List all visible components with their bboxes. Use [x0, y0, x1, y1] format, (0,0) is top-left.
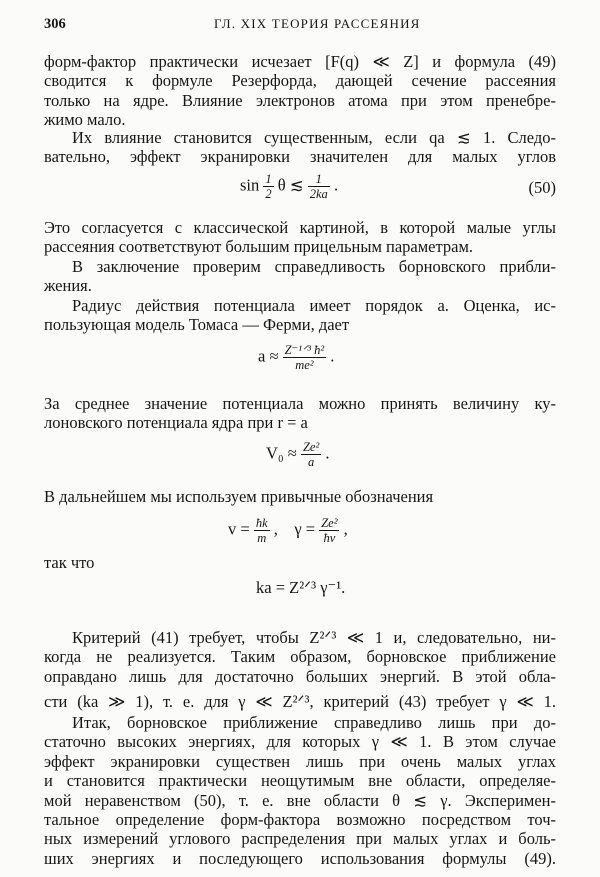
eq50-half-num: 1 [265, 172, 272, 186]
text-line: эффект экранировки существен лишь при очень малых углах [44, 751, 556, 771]
text-line: За среднее значение потенциала можно принять величину ку- [44, 394, 556, 413]
text-line: жения. [44, 276, 92, 296]
page-header [44, 16, 556, 36]
paragraph-9 [44, 713, 556, 868]
text-line: оправдано лишь для достаточно больших энергий. В этой обла- [44, 666, 556, 686]
eq-gamma-lhs: γ = [294, 519, 316, 539]
equation-50 [240, 172, 338, 201]
equation-a [258, 343, 334, 372]
eq-a-lhs: a ≈ [258, 346, 279, 366]
text-line: В заключение проверим справедливость борновского прибли- [72, 257, 556, 276]
eq-a-den: me² [295, 358, 314, 372]
paragraph-1 [44, 52, 556, 130]
eq-v-den: m [257, 531, 267, 545]
text-line: когда не реализуется. Таким образом, борновское приближение [44, 647, 556, 667]
paragraph-5 [44, 296, 556, 335]
eq50-half [263, 172, 273, 201]
eq-v0-dot: . [325, 443, 330, 463]
eq50-rhs [308, 172, 330, 201]
eq-v0-den: a [307, 455, 315, 469]
text-line: лоновского потенциала ядра при r = a [44, 413, 308, 433]
page-number: 306 [44, 16, 66, 32]
running-title: ГЛ. XIX ТЕОРИЯ РАССЕЯНИЯ [214, 16, 421, 31]
eq50-rhs-num: 1 [308, 172, 330, 187]
paragraph-3 [44, 218, 556, 257]
eq-end: , [343, 519, 348, 539]
eq50-sin: sin [240, 175, 260, 195]
paragraph-2 [44, 128, 556, 167]
paragraph-4 [44, 257, 556, 296]
text-line: вательно, эффект экранировки значителен для малых углов [44, 147, 556, 167]
eq-v-fraction [254, 516, 270, 545]
equation-v0 [266, 440, 329, 469]
equation-ka [256, 578, 345, 598]
text-line: сводится к формуле Резерфорда, дающей сечение рассеяния [44, 71, 556, 91]
text-line: так что [44, 553, 95, 572]
eq-gamma-num: Ze² [321, 516, 338, 530]
eq50-dot: . [333, 175, 339, 195]
eq-sep: , [273, 519, 278, 539]
paragraph-7 [44, 487, 556, 506]
text-line: Это согласуется с классической картиной, в которой малые углы [44, 218, 556, 237]
text-line: только на ядре. Влияние электронов атома при этом пренебре- [44, 90, 556, 110]
text-line: Итак, борновское приближение справедливо лишь при до- [72, 713, 556, 732]
eq-v-lhs: v = [228, 519, 250, 539]
text-line: тальное определение форм-фактора возможно посредством точ- [44, 809, 556, 829]
eq50-rhs-den: 2ka [309, 187, 328, 201]
paragraph-8 [44, 628, 556, 712]
eq50-half-den: 2 [265, 187, 272, 201]
eq-v0-lhs: V₀ ≈ [266, 443, 297, 463]
eq50-theta: θ ≲ [277, 175, 304, 195]
text-line: Критерий (41) требует, чтобы Z²ᐟ³ ≪ 1 и, следовательно, ни- [72, 628, 556, 647]
eq-v-num: ħk [255, 516, 268, 530]
text-line: рассеяния соответствуют большим прицельным параметрам. [44, 237, 474, 257]
so-that [44, 553, 556, 572]
text-line: сти (ka ≫ 1), т. е. для γ ≪ Z²ᐟ³, критерий (43) требует γ ≪ 1. [44, 692, 556, 712]
text-line: Радиус действия потенциала имеет порядок a. Оценка, ис- [72, 296, 556, 315]
text-line: ших энергиях и последующего использования формулы (49). [44, 848, 556, 868]
eq-v0-num: Ze² [302, 440, 320, 454]
eq-a-fraction [283, 343, 326, 372]
text-line: форм-фактор практически исчезает [F(q) ≪ Z] и формула (49) [44, 52, 556, 71]
eq-ka-text: ka = Z²ᐟ³ γ⁻¹. [256, 578, 346, 597]
eq-a-num: Z⁻¹ᐟ³ ħ² [284, 343, 325, 357]
eq-v0-fraction [301, 440, 321, 469]
equation-number-50: (50) [528, 178, 556, 197]
text-line: Их влияние становится существенным, если qa ≲ 1. Следо- [72, 128, 556, 147]
paragraph-6 [44, 394, 556, 433]
eq-gamma-den: ħv [323, 531, 336, 545]
equation-v-gamma [228, 516, 348, 545]
text-line: жимо мало. [44, 110, 126, 130]
text-line: ных измерений углового распределения при малых углах и боль- [44, 829, 556, 849]
text-line: статочно высоких энергиях, для которых γ ≪ 1. В этом случае [44, 732, 556, 752]
eq-a-dot: . [330, 346, 335, 366]
eq-gamma-fraction [319, 516, 339, 545]
text-line: В дальнейшем мы используем привычные обозначения [44, 487, 434, 506]
text-line: и становится практически неощутимым вне области, определяе- [44, 771, 556, 791]
text-line: мой неравенством (50), т. е. вне области θ ≲ γ. Эксперимен- [44, 790, 556, 810]
text-line: пользующая модель Томаса — Ферми, дает [44, 315, 350, 335]
